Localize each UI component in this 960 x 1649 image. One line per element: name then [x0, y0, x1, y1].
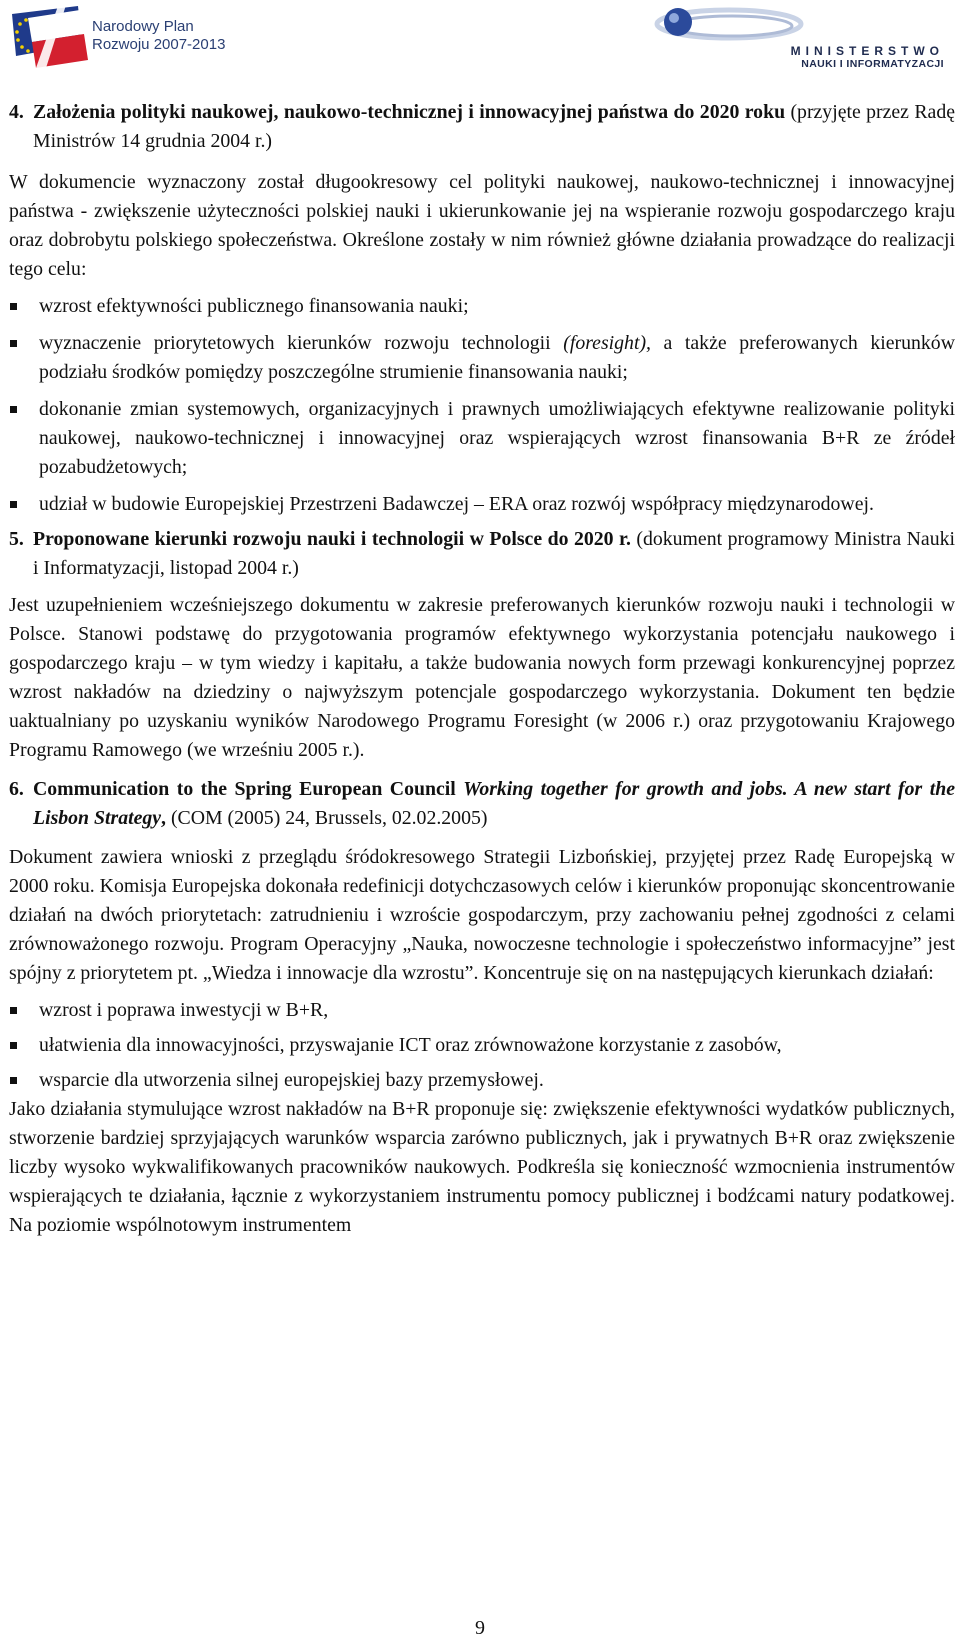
npr-flag-emblem-icon — [6, 4, 92, 70]
section-4-heading — [9, 98, 955, 156]
list-item — [9, 395, 955, 482]
section-title-bold: Communication to the Spring European Council — [33, 778, 464, 800]
section-title-bold: Proponowane kierunki rozwoju nauki i technologii w Polsce do 2020 r. — [33, 528, 631, 550]
page-header — [0, 0, 960, 80]
section-title-note: (COM (2005) 24, Brussels, 02.02.2005) — [166, 807, 488, 829]
section-title — [33, 525, 955, 583]
list-item-text: wzrost i poprawa inwestycji w B+R, — [39, 999, 329, 1021]
npr-logo-line-1: Narodowy Plan — [92, 18, 194, 35]
npr-logo — [6, 4, 246, 72]
paragraph: W dokumencie wyznaczony został długookresowy cel polityki naukowej, naukowo-technicznej i innowacyjnej państwa - zwiększenie użyteczności polskiej nauki i ukierunkowanie jej na wspieranie rozwoju gospodarczego kraju oraz dobrobytu polskiego społeczeństwa. Określone zostały w nim również główne działania prowadzące do realizacji tego celu: — [9, 171, 955, 280]
bullet-square-icon — [9, 1066, 39, 1095]
ministry-logo-text — [791, 44, 944, 70]
section-number: 4. — [9, 101, 24, 123]
section-number: 5. — [9, 528, 24, 550]
section-number: 6. — [9, 778, 24, 800]
bullet-list — [9, 292, 955, 519]
list-item — [9, 1066, 955, 1095]
ministry-swoosh-icon — [654, 2, 804, 50]
section-5-heading — [9, 525, 955, 583]
bullet-square-icon — [9, 490, 39, 519]
ministry-logo-line-2: NAUKI I INFORMATYZACJI — [801, 58, 944, 70]
section-title-note: (przyjęte przez Radę Ministrów 14 grudnia 2004 r.) — [33, 101, 955, 152]
section-title-bold: Założenia polityki naukowej, naukowo-technicznej i innowacyjnej państwa do 2020 roku — [33, 101, 786, 123]
section-title — [33, 98, 955, 156]
paragraph: Jako działania stymulujące wzrost nakładów na B+R proponuje się: zwiększenie efektywności wydatków publicznych, stworzenie bardziej sprzyjających warunków wsparcia zarówno publicznych, jak i prywatnych B+R oraz zwiększenie liczby wysoko wykwalifikowanych pracowników naukowych. Podkreśla się konieczność wzmocnienia instrumentów wspierających te działania, łącznie z wykorzystaniem instrumentu pomocy publicznej i bodźcami natury podatkowej. Na poziomie wspólnotowym instrumentem — [9, 1098, 955, 1236]
bullet-square-icon — [9, 329, 39, 387]
list-item-text: wzrost efektywności publicznego finansowania nauki; — [39, 295, 469, 317]
paragraph: Jest uzupełnieniem wcześniejszego dokumentu w zakresie preferowanych kierunków rozwoju nauki i technologii w Polsce. Stanowi podstawę do przygotowania programów efektywnego wykorzystania potencjału naukowego i gospodarczego kraju – w tym wiedzy i kapitału, a także budowania nowych form przewagi konkurencyjnej poprzez wzrost nakładów na dziedziny o najwyższym potencjale gospodarczego wykorzystania. Dokument ten będzie uaktualniany po uzyskaniu wyników Narodowego Programu Foresight (w 2006 r.) oraz przygotowaniu Krajowego Programu Ramowego (we wrześniu 2005 r.). — [9, 594, 955, 761]
list-item-text: dokonanie zmian systemowych, organizacyjnych i prawnych umożliwiających efektywne realizowanie polityki naukowej, naukowo-technicznej i innowacyjnej oraz wspierających wzrost finansowania B+R ze źródeł pozabudżetowych; — [39, 398, 955, 478]
page-number: 9 — [475, 1617, 485, 1639]
ministry-logo — [684, 2, 954, 74]
bullet-square-icon — [9, 395, 39, 482]
list-item-text-part: a także preferowanych kierunków podziału środków pomiędzy poszczególne strumienie finansowania nauki; — [39, 332, 955, 383]
bullet-list — [9, 996, 955, 1095]
list-item-text-part: wyznaczenie priorytetowych kierunków rozwoju technologii — [39, 332, 564, 354]
list-item-text: wsparcie dla utworzenia silnej europejskiej bazy przemysłowej. — [39, 1069, 544, 1091]
list-item — [9, 996, 955, 1025]
bullet-square-icon — [9, 1031, 39, 1060]
document-body — [9, 98, 955, 1240]
section-title — [33, 775, 955, 833]
list-item — [9, 490, 955, 519]
npr-logo-line-2: Rozwoju 2007-2013 — [92, 36, 226, 53]
list-item-text: ułatwienia dla innowacyjności, przyswajanie ICT oraz zrównoważone korzystanie z zasobów, — [39, 1034, 782, 1056]
list-item — [9, 292, 955, 321]
list-item-text — [39, 329, 955, 387]
paragraph: Dokument zawiera wnioski z przeglądu śródokresowego Strategii Lizbońskiej, przyjętej przez Radę Europejską w 2000 roku. Komisja Europejska dokonała redefinicji dotychczasowych celów i kierunków proponując skoncentrowanie działań na dwóch priorytetach: zatrudnieniu i wzroście gospodarczym, przy zachowaniu pełnej zgodności z celami zrównoważonego rozwoju. Program Operacyjny „Nauka, nowoczesne technologie i społeczeństwo informacyjne” jest spójny z priorytetem pt. „Wiedza i innowacje dla wzrostu”. Koncentruje się on na następujących kierunkach działań: — [9, 846, 955, 984]
list-item-italic: (foresight), — [563, 332, 651, 354]
section-title-comma: , — [161, 807, 166, 829]
list-item — [9, 329, 955, 387]
section-title-note: (dokument programowy Ministra Nauki i Informatyzacji, listopad 2004 r.) — [33, 528, 955, 579]
bullet-square-icon — [9, 996, 39, 1025]
section-6-heading — [9, 775, 955, 833]
list-item — [9, 1031, 955, 1060]
bullet-square-icon — [9, 292, 39, 321]
list-item-text: udział w budowie Europejskiej Przestrzeni Badawczej – ERA oraz rozwój współpracy międzynarodowej. — [39, 493, 874, 515]
ministry-logo-line-1: MINISTERSTWO — [790, 44, 944, 58]
npr-logo-text — [92, 18, 225, 54]
section-title-italic: Working together for growth and jobs. A new start for the Lisbon Strategy — [33, 778, 955, 829]
